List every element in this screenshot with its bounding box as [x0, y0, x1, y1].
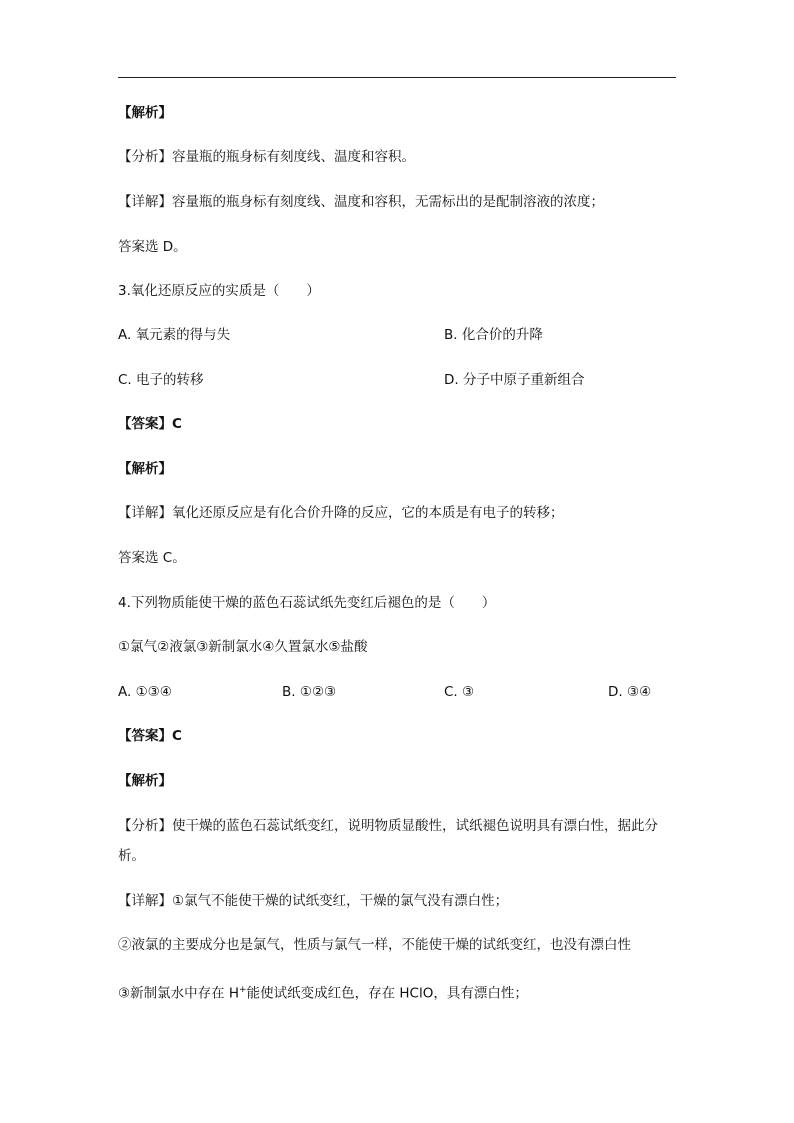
q3-option-a: A. 氧元素的得与失: [118, 327, 231, 343]
q3-detail: 【详解】氧化还原反应是有化合价升降的反应，它的本质是有电子的转移；: [118, 505, 564, 521]
q4-detail-1: 【详解】①氯气不能使干燥的试纸变红，干燥的氯气没有漂白性；: [118, 893, 509, 909]
detail-text: 【详解】容量瓶的瓶身标有刻度线、温度和容积，无需标出的是配制溶液的浓度；: [118, 194, 604, 210]
q3-option-d: D. 分子中原子重新组合: [444, 372, 585, 388]
q4-option-d: D. ③④: [608, 684, 652, 700]
q4-detail-3-post: 能使试纸变成红色，存在 HClO，具有漂白性；: [246, 985, 528, 1002]
q4-option-c: C. ③: [444, 684, 475, 700]
q4-detail-3-sup: +: [239, 985, 247, 995]
question-4: 4.下列物质能使干燥的蓝色石蕊试纸先变红后褪色的是（ ）: [118, 595, 496, 611]
q3-analysis-heading: 【解析】: [118, 461, 172, 477]
q4-detail-3: [118, 980, 528, 1004]
q3-answer: 【答案】C: [118, 416, 182, 432]
q4-analysis-text: 【分析】使干燥的蓝色石蕊试纸变红，说明物质显酸性，试纸褪色说明具有漂白性，据此分: [118, 818, 658, 834]
q4-detail-3-pre: ③新制氯水中存在 H: [118, 985, 240, 1002]
q3-option-b: B. 化合价的升降: [444, 327, 543, 343]
question-3: 3.氧化还原反应的实质是（ ）: [118, 283, 320, 299]
header-rule: [118, 77, 676, 78]
q4-analysis-heading: 【解析】: [118, 773, 172, 789]
q4-detail-2: ②液氯的主要成分也是氯气，性质与氯气一样，不能使干燥的试纸变红，也没有漂白性: [118, 937, 631, 953]
q4-items: ①氯气②液氯③新制氯水④久置氯水⑤盐酸: [118, 639, 368, 655]
q4-option-a: A. ①③④: [118, 684, 172, 700]
q4-option-b: B. ①②③: [282, 684, 337, 700]
analysis-heading: 【解析】: [118, 105, 172, 121]
answer-choice-text: 答案选 D。: [118, 239, 187, 255]
q3-option-c: C. 电子的转移: [118, 372, 204, 388]
q4-answer: 【答案】C: [118, 728, 182, 744]
q3-answer-choice: 答案选 C。: [118, 550, 186, 566]
analysis-text: 【分析】容量瓶的瓶身标有刻度线、温度和容积。: [118, 149, 415, 165]
q4-analysis-text-cont: 析。: [118, 848, 145, 864]
